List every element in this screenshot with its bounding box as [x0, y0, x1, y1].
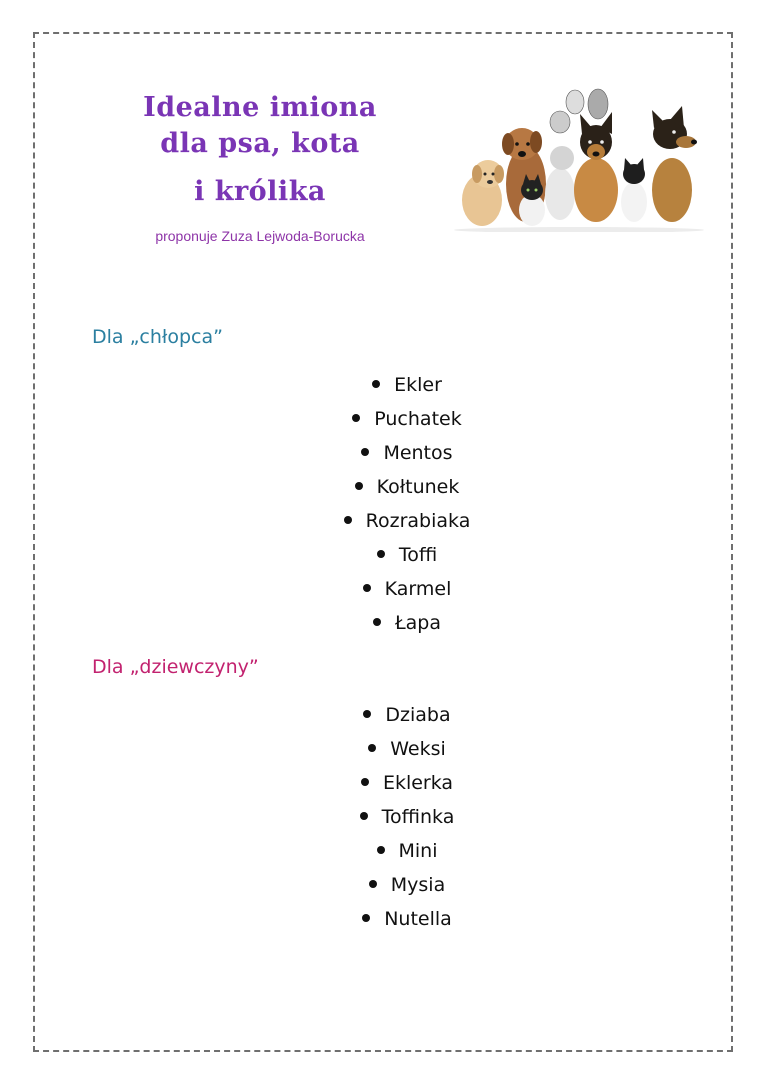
- list-item: [0, 868, 768, 902]
- list-item: [0, 402, 768, 436]
- list-item: [0, 800, 768, 834]
- bullet-icon: [377, 846, 385, 854]
- name-text: Mentos: [383, 442, 453, 464]
- name-text: Mini: [398, 840, 438, 862]
- list-item: [0, 436, 768, 470]
- girls-name-list: [0, 698, 768, 936]
- bullet-icon: [361, 778, 369, 786]
- bullet-icon: [368, 744, 376, 752]
- bullet-icon: [344, 516, 352, 524]
- list-item: [0, 368, 768, 402]
- name-text: Łapa: [394, 612, 442, 634]
- list-item: [0, 470, 768, 504]
- boys-name-list: [0, 368, 768, 640]
- bullet-icon: [373, 618, 381, 626]
- pets-illustration: [448, 82, 710, 232]
- bullet-icon: [360, 812, 368, 820]
- bullet-icon: [355, 482, 363, 490]
- bullet-icon: [362, 914, 370, 922]
- name-text: Mysia: [390, 874, 446, 896]
- name-text: Toffinka: [381, 806, 455, 828]
- bullet-icon: [369, 880, 377, 888]
- bullet-icon: [361, 448, 369, 456]
- list-item: [0, 606, 768, 640]
- title-line-3: i królika: [194, 176, 326, 207]
- section-heading-girls: Dla „dziewczyny”: [92, 656, 259, 678]
- list-item: [0, 834, 768, 868]
- name-text: Rozrabiaka: [365, 510, 471, 532]
- list-item: [0, 732, 768, 766]
- title-line-1: Idealne imiona: [143, 92, 377, 123]
- name-text: Karmel: [384, 578, 452, 600]
- name-text: Toffi: [398, 544, 438, 566]
- bullet-icon: [377, 550, 385, 558]
- bullet-icon: [363, 584, 371, 592]
- name-text: Puchatek: [374, 408, 462, 430]
- list-item: [0, 538, 768, 572]
- bullet-icon: [363, 710, 371, 718]
- name-text: Ekler: [394, 374, 442, 396]
- name-text: Dziaba: [385, 704, 451, 726]
- list-item: [0, 572, 768, 606]
- name-text: Nutella: [384, 908, 452, 930]
- bullet-icon: [372, 380, 380, 388]
- subtitle: proponuje Zuza Lejwoda-Borucka: [155, 228, 365, 244]
- name-text: Kołtunek: [376, 476, 460, 498]
- list-item: [0, 902, 768, 936]
- list-item: [0, 504, 768, 538]
- list-item: [0, 698, 768, 732]
- section-heading-boys: Dla „chłopca”: [92, 326, 223, 348]
- name-text: Weksi: [390, 738, 446, 760]
- name-text: Eklerka: [382, 772, 454, 794]
- list-item: [0, 766, 768, 800]
- title-line-2: dla psa, kota: [160, 128, 360, 159]
- bullet-icon: [352, 414, 360, 422]
